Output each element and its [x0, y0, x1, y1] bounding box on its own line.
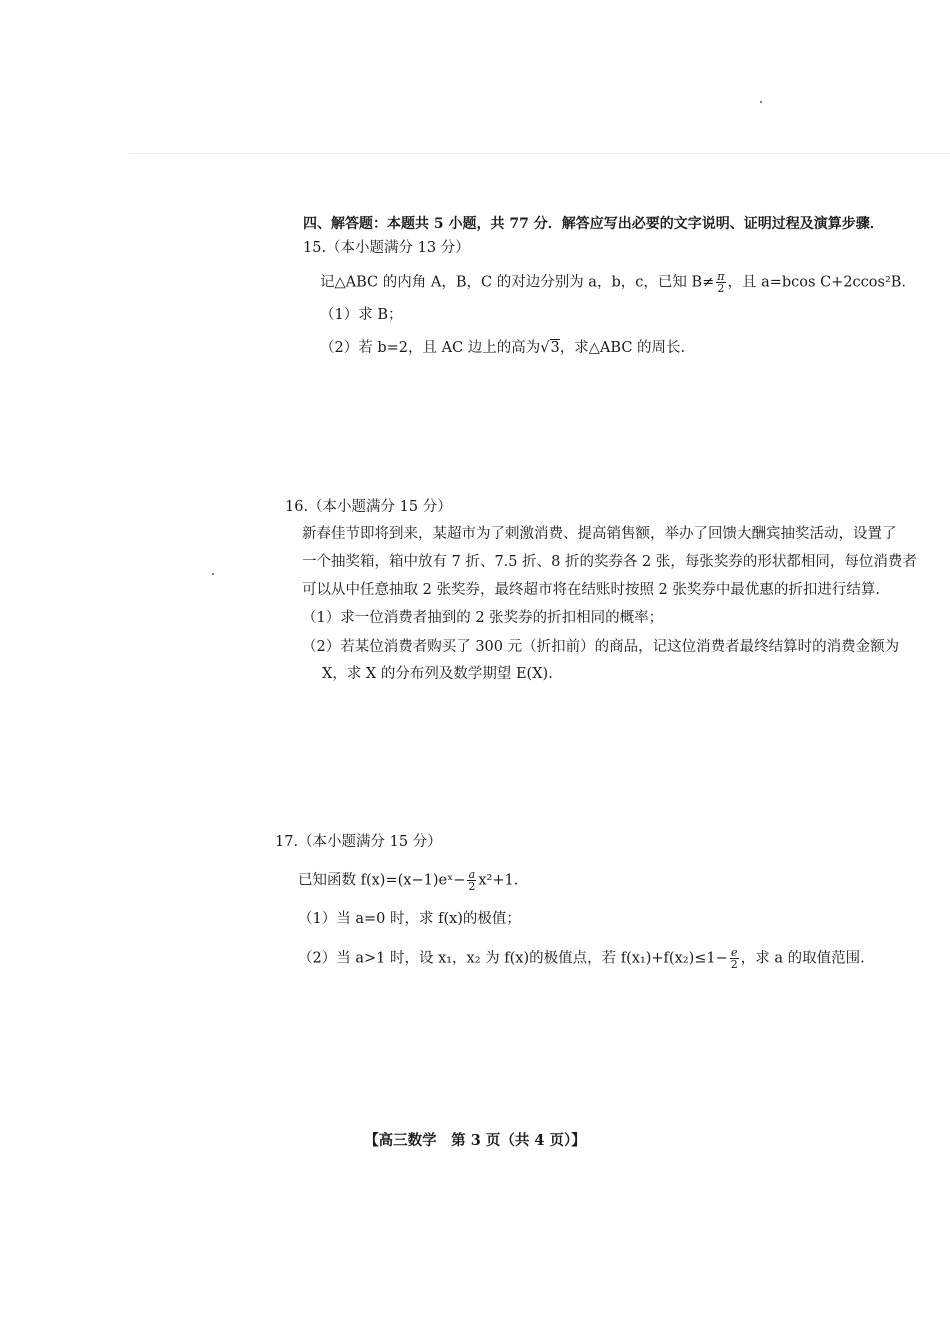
e-over-2-fraction: $\frac{e}{2}$ [730, 946, 738, 971]
q15-stem-part1: 记△ABC 的内角 A，B，C 的对边分别为 a，b，c，已知 B≠ [320, 274, 715, 291]
sqrt-three: 3 [550, 340, 560, 356]
scan-edge-line [130, 153, 950, 154]
q16-part2-line1: （2）若某位消费者购买了 300 元（折扣前）的商品，记这位消费者最终结算时的消费金额为 [302, 639, 900, 655]
q16-header: 16.（本小题满分 15 分） [285, 499, 452, 515]
scan-speck [760, 101, 762, 103]
q16-part1: （1）求一位消费者抽到的 2 张奖券的折扣相同的概率； [302, 610, 664, 626]
q16-part2-line2: X，求 X 的分布列及数学期望 E(X). [322, 666, 553, 682]
q15-header: 15.（本小题满分 13 分） [303, 240, 470, 256]
q17-stem: 已知函数 f(x)=(x−1)eˣ− $\frac{a}{2}$ x²+1. [298, 868, 519, 893]
q16-stem-line2: 一个抽奖箱，箱中放有 7 折、7.5 折、8 折的奖券各 2 张，每张奖券的形状都相同，每位消费者 [302, 554, 917, 570]
section-heading: 四、解答题：本题共 5 小题，共 77 分．解答应写出必要的文字说明、证明过程及演算步骤． [303, 216, 884, 232]
q15-stem-part2: ，且 a=bcos C+2ccos²B. [727, 274, 907, 291]
scan-speck [212, 573, 214, 575]
q15-part1: （1）求 B； [320, 307, 403, 323]
q16-stem-line1: 新春佳节即将到来，某超市为了刺激消费、提高销售额，举办了回馈大酬宾抽奖活动，设置了 [302, 526, 897, 542]
q17-part2: （2）当 a>1 时，设 x₁，x₂ 为 f(x)的极值点，若 f(x₁)+f(x₂)≤1− $\frac{e}{2}$ ，求 a 的取值范围. [298, 946, 865, 971]
q15-part2: （2）若 b=2，且 AC 边上的高为√3，求△ABC 的周长. [320, 340, 686, 356]
pi-over-2-fraction: $\frac{\pi}{2}$ [717, 270, 725, 295]
q16-stem-line3: 可以从中任意抽取 2 张奖券，最终超市将在结账时按照 2 张奖券中最优惠的折扣进行结算. [302, 582, 880, 598]
q17-header: 17.（本小题满分 15 分） [275, 834, 442, 850]
q17-part1: （1）当 a=0 时，求 f(x)的极值； [298, 911, 521, 927]
a-over-2-fraction: $\frac{a}{2}$ [468, 868, 476, 893]
page-footer: 【高三数学 第 3 页（共 4 页）】 [364, 1132, 586, 1149]
q15-stem [320, 271, 906, 294]
